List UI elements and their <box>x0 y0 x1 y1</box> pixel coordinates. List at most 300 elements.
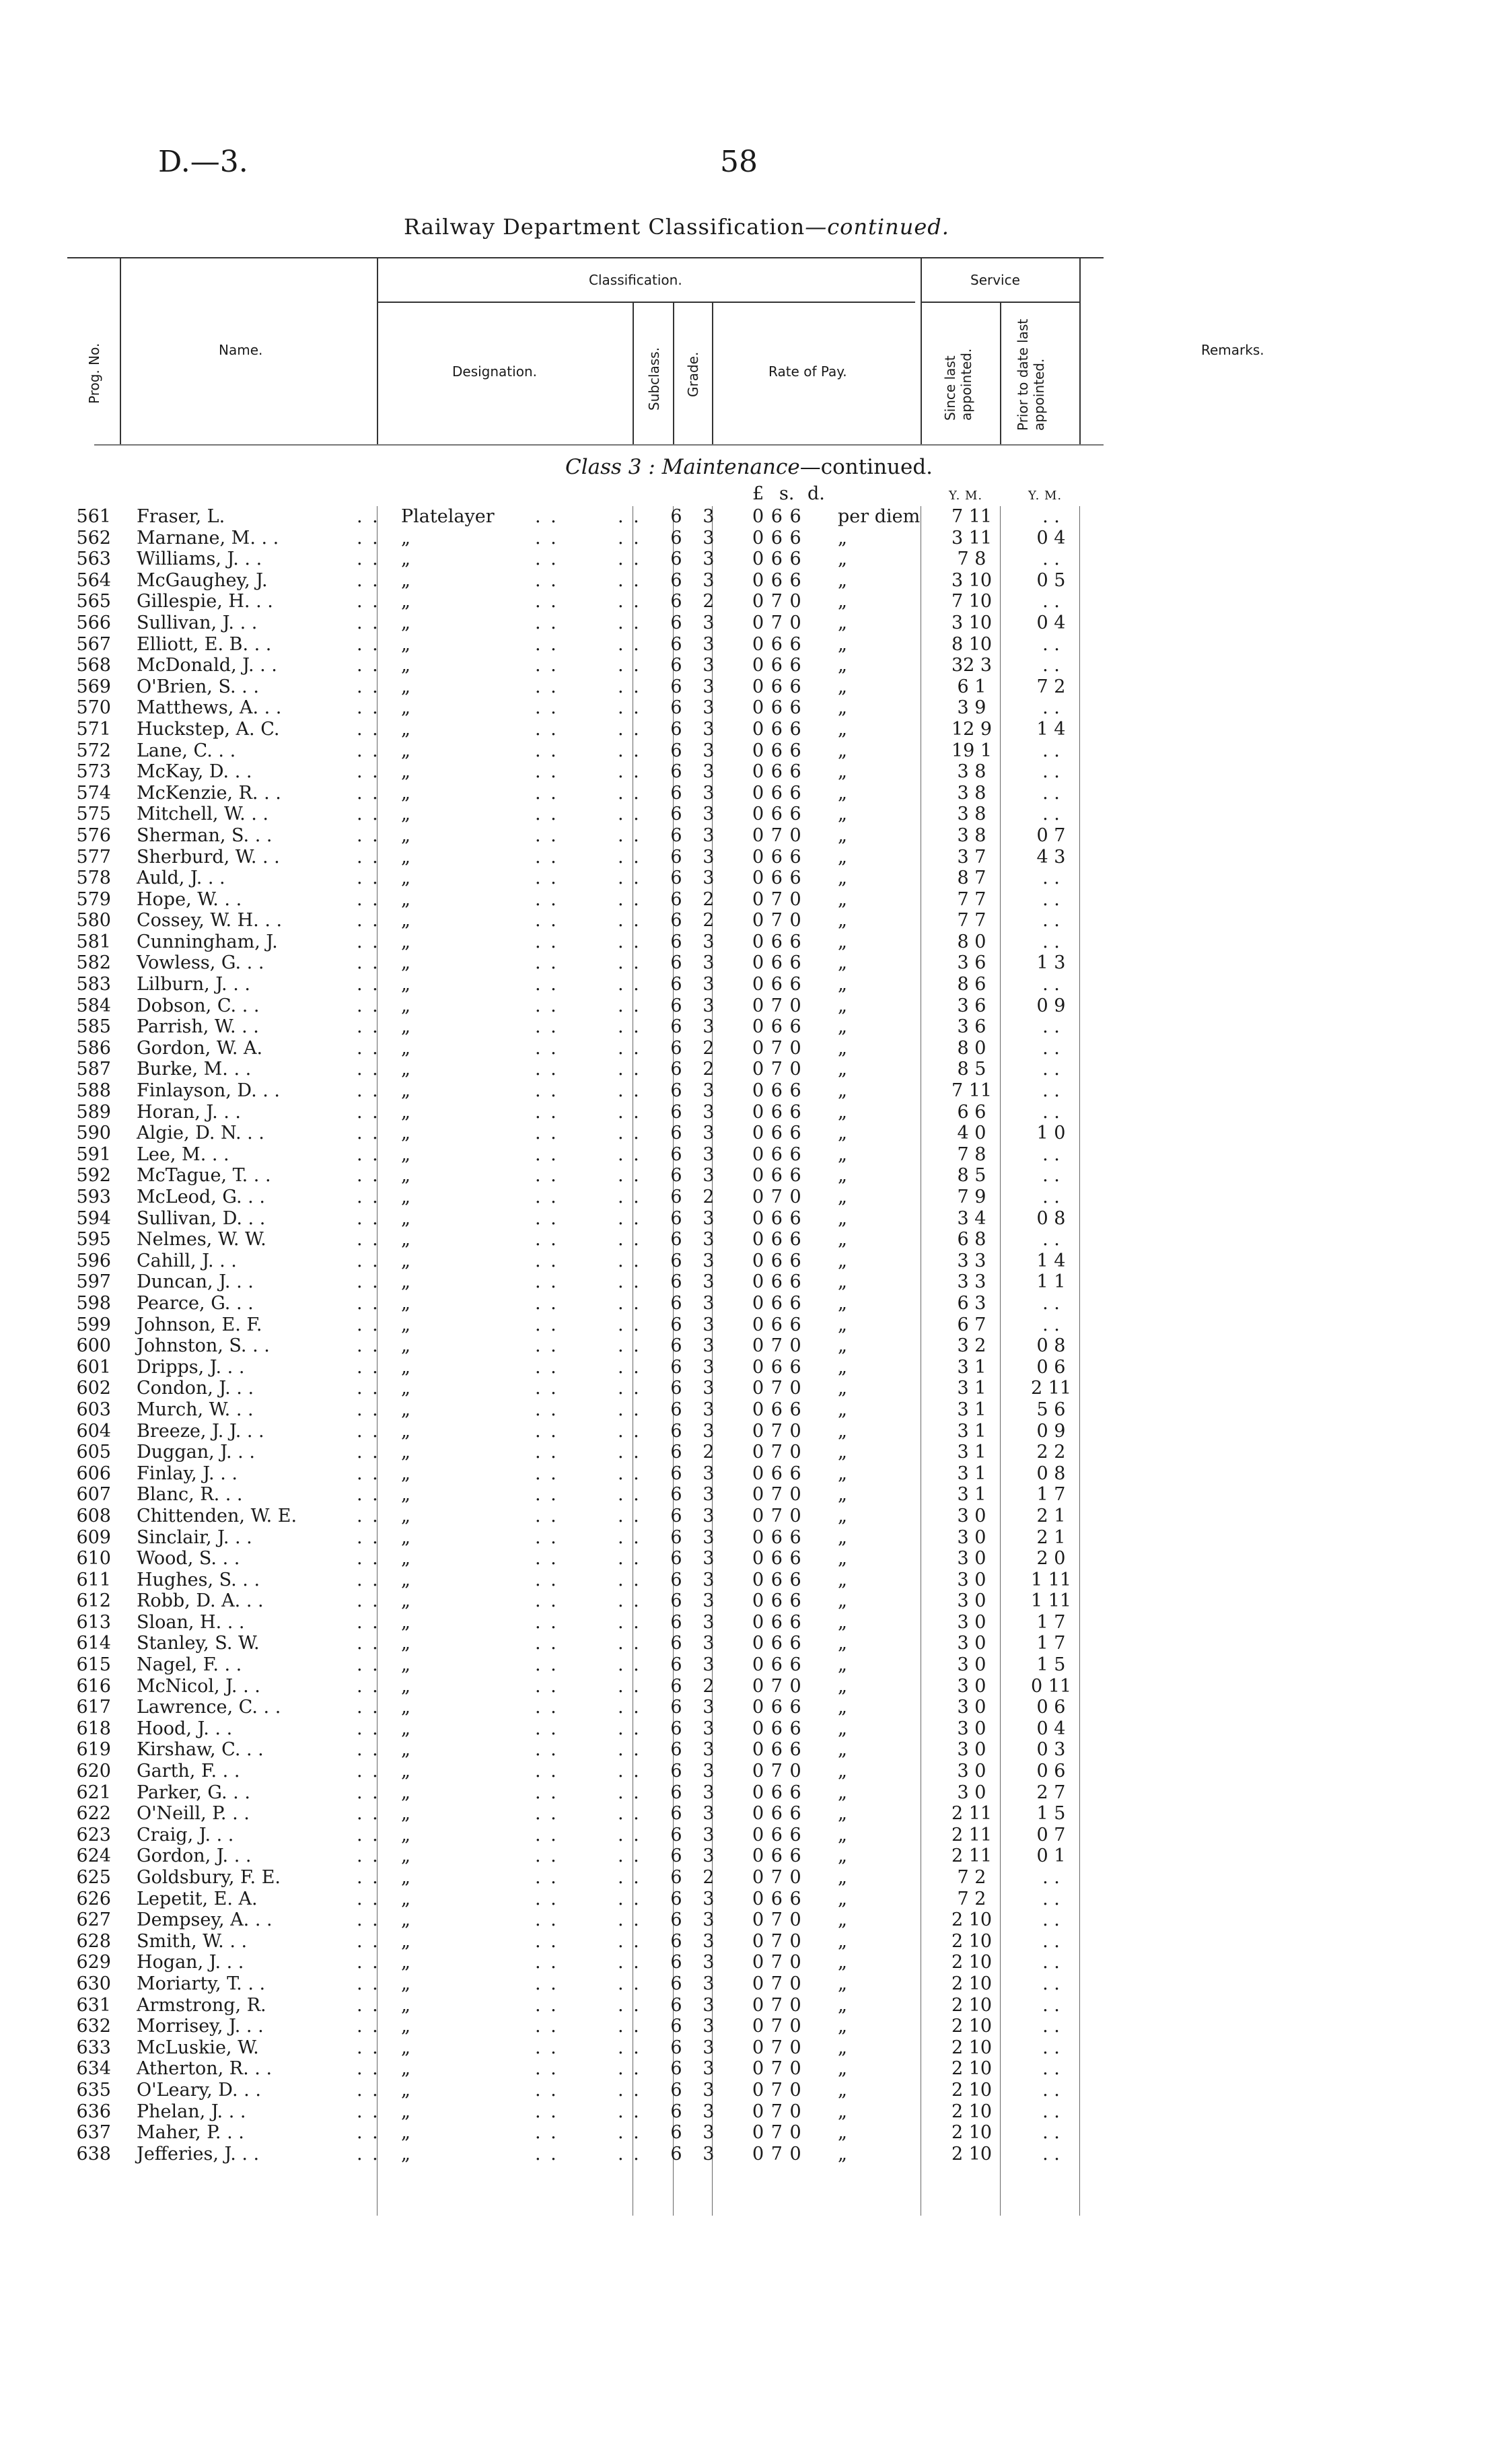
leader-dots: . . <box>535 1590 559 1612</box>
leader-dots: . . <box>618 1909 641 1931</box>
service-prior: . . <box>1042 633 1060 655</box>
leader-dots: . . <box>357 1675 380 1697</box>
subclass: 6 <box>670 2143 682 2164</box>
leader-dots: . . <box>535 1143 559 1165</box>
leader-dots: . . <box>357 1867 380 1888</box>
designation: „ <box>401 527 410 549</box>
leader-dots: . . <box>535 1314 559 1335</box>
leader-dots: . . <box>618 1845 641 1867</box>
service-since-last: 8 0 <box>957 931 986 952</box>
prog-no: 572 <box>76 740 111 761</box>
designation: „ <box>401 1335 410 1357</box>
table-row <box>0 2144 1510 2165</box>
leader-dots: . . <box>618 761 641 783</box>
rate-period: „ <box>838 740 847 761</box>
designation: „ <box>401 931 410 952</box>
leader-dots: . . <box>357 974 380 995</box>
subclass: 6 <box>670 1761 682 1782</box>
service-since-last: 3 10 <box>951 612 993 633</box>
subclass: 6 <box>670 697 682 719</box>
leader-dots: . . <box>535 633 559 655</box>
leader-dots: . . <box>357 1187 380 1207</box>
table-row <box>0 783 1510 804</box>
grade: 3 <box>703 1611 715 1633</box>
designation: „ <box>401 1697 410 1718</box>
employee-name: McKenzie, R. . . <box>137 782 281 804</box>
leader-dots: . . <box>535 527 559 549</box>
rate-of-pay: 0 7 0 <box>752 2037 802 2058</box>
rate-of-pay: 0 7 0 <box>752 1037 802 1059</box>
designation: „ <box>401 1314 410 1335</box>
designation: „ <box>401 1463 410 1484</box>
leader-dots: . . <box>618 676 641 697</box>
grade: 3 <box>703 761 715 783</box>
leader-dots: . . <box>357 1229 380 1251</box>
service-prior: 1 11 <box>1030 1569 1072 1590</box>
rate-period: „ <box>838 1803 847 1825</box>
leader-dots: . . <box>357 1718 380 1739</box>
table-row <box>0 825 1510 847</box>
rate-of-pay: 0 6 6 <box>752 1782 802 1803</box>
leader-dots: . . <box>357 1356 380 1378</box>
rate-of-pay: 0 7 0 <box>752 2101 802 2122</box>
rate-period: „ <box>838 1420 847 1442</box>
leader-dots: . . <box>618 824 641 846</box>
leader-dots: . . <box>535 2016 559 2037</box>
rate-period: „ <box>838 1526 847 1548</box>
prog-no: 620 <box>76 1761 111 1782</box>
prog-no: 631 <box>76 1994 111 2016</box>
leader-dots: . . <box>618 1059 641 1080</box>
rate-of-pay: 0 7 0 <box>752 1973 802 1994</box>
leader-dots: . . <box>357 1994 380 2016</box>
subclass: 6 <box>670 718 682 740</box>
subclass: 6 <box>670 506 682 527</box>
prog-no: 569 <box>76 676 111 697</box>
grade: 3 <box>703 1271 715 1293</box>
leader-dots: . . <box>618 633 641 655</box>
service-prior: 7 2 <box>1036 676 1066 697</box>
rate-of-pay: 0 7 0 <box>752 1442 802 1463</box>
employee-name: Sherman, S. . . <box>137 824 273 846</box>
table-row <box>0 761 1510 783</box>
table-row <box>0 1229 1510 1251</box>
table-row <box>0 2037 1510 2059</box>
grade: 3 <box>703 931 715 952</box>
leader-dots: . . <box>357 2122 380 2144</box>
table-row <box>0 1080 1510 1102</box>
rate-of-pay: 0 6 6 <box>752 527 802 549</box>
service-prior: 0 3 <box>1036 1739 1066 1761</box>
designation: „ <box>401 1420 410 1442</box>
leader-dots: . . <box>618 1952 641 1973</box>
leader-dots: . . <box>618 952 641 974</box>
service-since-last: 7 8 <box>957 1143 986 1165</box>
designation: „ <box>401 2058 410 2080</box>
service-prior: 0 6 <box>1036 1761 1066 1782</box>
table-row <box>0 549 1510 570</box>
prog-no: 591 <box>76 1143 111 1165</box>
leader-dots: . . <box>618 1548 641 1570</box>
table-row <box>0 1527 1510 1549</box>
leader-dots: . . <box>357 1207 380 1229</box>
employee-name: Hope, W. . . <box>137 888 242 910</box>
leader-dots: . . <box>618 1633 641 1654</box>
leader-dots: . . <box>618 2037 641 2058</box>
leader-dots: . . <box>535 506 559 527</box>
leader-dots: . . <box>357 931 380 952</box>
service-since-last: 3 0 <box>957 1718 986 1739</box>
header-since-last: Since last appointed. <box>942 348 974 421</box>
leader-dots: . . <box>357 1824 380 1845</box>
subclass: 6 <box>670 931 682 952</box>
rate-period: „ <box>838 1059 847 1080</box>
employee-name: McLuskie, W. <box>137 2037 259 2058</box>
table-row <box>0 1442 1510 1463</box>
table-row <box>0 612 1510 634</box>
service-since-last: 3 0 <box>957 1590 986 1612</box>
rate-of-pay: 0 6 6 <box>752 1143 802 1165</box>
grade: 3 <box>703 569 715 591</box>
grade: 3 <box>703 995 715 1016</box>
leader-dots: . . <box>618 1271 641 1293</box>
rate-of-pay: 0 7 0 <box>752 1952 802 1973</box>
grade: 3 <box>703 1143 715 1165</box>
leader-dots: . . <box>535 1824 559 1845</box>
rate-of-pay: 0 7 0 <box>752 1505 802 1526</box>
employee-name: Robb, D. A. . . <box>137 1590 264 1612</box>
rate-of-pay: 0 6 6 <box>752 1399 802 1420</box>
grade: 3 <box>703 1250 715 1271</box>
grade: 3 <box>703 824 715 846</box>
leader-dots: . . <box>618 1803 641 1825</box>
rate-of-pay: 0 6 6 <box>752 655 802 676</box>
grade: 3 <box>703 655 715 676</box>
table-row <box>0 1889 1510 1910</box>
service-prior: . . <box>1042 591 1060 612</box>
designation: „ <box>401 952 410 974</box>
designation: „ <box>401 868 410 889</box>
table-row <box>0 634 1510 656</box>
rate-of-pay: 0 6 6 <box>752 846 802 868</box>
prog-no: 629 <box>76 1952 111 1973</box>
employee-name: Blanc, R. . . <box>137 1484 243 1506</box>
leader-dots: . . <box>535 868 559 889</box>
employee-name: Craig, J. . . <box>137 1824 234 1845</box>
prog-no: 580 <box>76 910 111 931</box>
service-prior: 1 7 <box>1036 1484 1066 1506</box>
grade: 3 <box>703 868 715 889</box>
rate-of-pay: 0 6 6 <box>752 804 802 825</box>
grade: 3 <box>703 527 715 549</box>
service-prior: . . <box>1042 1229 1060 1251</box>
table-row <box>0 1463 1510 1485</box>
prog-no: 614 <box>76 1633 111 1654</box>
designation: „ <box>401 1548 410 1570</box>
service-since-last: 7 11 <box>951 506 993 527</box>
table-row <box>0 1931 1510 1952</box>
rate-of-pay: 0 6 6 <box>752 1718 802 1739</box>
subclass: 6 <box>670 549 682 570</box>
leader-dots: . . <box>618 1016 641 1038</box>
rate-of-pay: 0 7 0 <box>752 1484 802 1506</box>
table-row <box>0 1570 1510 1591</box>
rate-period: „ <box>838 1187 847 1207</box>
subclass: 6 <box>670 1143 682 1165</box>
leader-dots: . . <box>535 1292 559 1314</box>
rate-period: „ <box>838 846 847 868</box>
service-since-last: 3 1 <box>957 1378 986 1399</box>
rate-period: „ <box>838 1888 847 1909</box>
service-prior: . . <box>1042 2037 1060 2058</box>
grade: 3 <box>703 974 715 995</box>
table-row <box>0 1676 1510 1697</box>
service-since-last: 8 6 <box>957 974 986 995</box>
designation: „ <box>401 2122 410 2144</box>
employee-name: McNicol, J. . . <box>137 1675 260 1697</box>
leader-dots: . . <box>535 1187 559 1207</box>
employee-name: Lawrence, C. . . <box>137 1697 281 1718</box>
prog-no: 633 <box>76 2037 111 2058</box>
designation: „ <box>401 1207 410 1229</box>
rate-period: „ <box>838 1101 847 1123</box>
rate-period: „ <box>838 1442 847 1463</box>
leader-dots: . . <box>535 1356 559 1378</box>
leader-dots: . . <box>618 910 641 931</box>
rate-of-pay: 0 6 6 <box>752 1463 802 1484</box>
grade: 3 <box>703 1782 715 1803</box>
service-since-last: 2 11 <box>951 1824 993 1845</box>
leader-dots: . . <box>618 1761 641 1782</box>
leader-dots: . . <box>618 506 641 527</box>
leader-dots: . . <box>357 1101 380 1123</box>
rate-period: „ <box>838 1484 847 1506</box>
designation: „ <box>401 1292 410 1314</box>
service-prior: . . <box>1042 804 1060 825</box>
leader-dots: . . <box>357 697 380 719</box>
prog-no: 611 <box>76 1569 111 1590</box>
subclass: 6 <box>670 974 682 995</box>
service-since-last: 3 0 <box>957 1569 986 1590</box>
service-since-last: 3 6 <box>957 952 986 974</box>
leader-dots: . . <box>357 1505 380 1526</box>
leader-dots: . . <box>357 1463 380 1484</box>
grade: 3 <box>703 1016 715 1038</box>
service-prior: 5 6 <box>1036 1399 1066 1420</box>
col-divider-subclass <box>673 302 674 444</box>
leader-dots: . . <box>618 974 641 995</box>
prog-no: 601 <box>76 1356 111 1378</box>
leader-dots: . . <box>618 1782 641 1803</box>
service-since-last: 2 10 <box>951 1994 993 2016</box>
table-row <box>0 1378 1510 1399</box>
service-since-last: 3 6 <box>957 995 986 1016</box>
employee-name: Fraser, L. <box>137 506 225 527</box>
service-prior: . . <box>1042 1059 1060 1080</box>
service-prior: 1 3 <box>1036 952 1066 974</box>
leader-dots: . . <box>357 527 380 549</box>
employee-name: Jefferies, J. . . <box>137 2143 260 2164</box>
rate-period: „ <box>838 2101 847 2122</box>
leader-dots: . . <box>618 1973 641 1994</box>
grade: 3 <box>703 1952 715 1973</box>
service-prior: 0 9 <box>1036 995 1066 1016</box>
employee-name: Cunningham, J. <box>137 931 278 952</box>
designation: „ <box>401 1930 410 1952</box>
table-row <box>0 1144 1510 1166</box>
leader-dots: . . <box>357 1590 380 1612</box>
unit-shillings: s. <box>779 483 795 504</box>
designation: „ <box>401 2016 410 2037</box>
subclass: 6 <box>670 1803 682 1825</box>
designation: „ <box>401 2037 410 2058</box>
prog-no: 564 <box>76 569 111 591</box>
employee-name: McDonald, J. . . <box>137 655 277 676</box>
rate-period: „ <box>838 1718 847 1739</box>
employee-name: Hughes, S. . . <box>137 1569 260 1590</box>
prog-no: 568 <box>76 655 111 676</box>
rate-of-pay: 0 6 6 <box>752 1803 802 1825</box>
employee-name: Williams, J. . . <box>137 549 262 570</box>
designation: „ <box>401 718 410 740</box>
table-row <box>0 506 1510 528</box>
employee-name: McLeod, G. . . <box>137 1187 265 1207</box>
table-row <box>0 1909 1510 1931</box>
rate-of-pay: 0 6 6 <box>752 1207 802 1229</box>
employee-name: Dripps, J. . . <box>137 1356 245 1378</box>
rate-of-pay: 0 6 6 <box>752 718 802 740</box>
leader-dots: . . <box>357 1930 380 1952</box>
table-row <box>0 1952 1510 1973</box>
subclass: 6 <box>670 782 682 804</box>
service-prior: . . <box>1042 1952 1060 1973</box>
designation: „ <box>401 1250 410 1271</box>
subclass: 6 <box>670 1442 682 1463</box>
service-prior: 0 5 <box>1036 569 1066 591</box>
leader-dots: . . <box>618 1505 641 1526</box>
service-prior: 1 4 <box>1036 718 1066 740</box>
employee-name: O'Neill, P. . . <box>137 1803 250 1825</box>
prog-no: 628 <box>76 1930 111 1952</box>
rate-period: „ <box>838 1143 847 1165</box>
designation: „ <box>401 1101 410 1123</box>
grade: 2 <box>703 888 715 910</box>
leader-dots: . . <box>535 910 559 931</box>
service-prior: . . <box>1042 549 1060 570</box>
leader-dots: . . <box>357 868 380 889</box>
service-prior: . . <box>1042 888 1060 910</box>
rate-period: „ <box>838 782 847 804</box>
col-divider-grade <box>712 302 713 444</box>
rate-period: „ <box>838 1994 847 2016</box>
service-prior: . . <box>1042 2016 1060 2037</box>
prog-no: 570 <box>76 697 111 719</box>
service-prior: . . <box>1042 1314 1060 1335</box>
subclass: 6 <box>670 846 682 868</box>
service-prior: . . <box>1042 761 1060 783</box>
grade: 3 <box>703 1824 715 1845</box>
rate-of-pay: 0 7 0 <box>752 910 802 931</box>
designation: „ <box>401 1505 410 1526</box>
designation: „ <box>401 1782 410 1803</box>
service-since-last: 7 11 <box>951 1080 993 1102</box>
employee-name: Parrish, W. . . <box>137 1016 259 1038</box>
rate-period: „ <box>838 1207 847 1229</box>
service-since-last: 3 0 <box>957 1654 986 1676</box>
prog-no: 571 <box>76 718 111 740</box>
service-since-last: 3 0 <box>957 1675 986 1697</box>
designation: „ <box>401 1356 410 1378</box>
rate-period: „ <box>838 549 847 570</box>
prog-no: 605 <box>76 1442 111 1463</box>
service-prior: 2 1 <box>1036 1505 1066 1526</box>
leader-dots: . . <box>618 1675 641 1697</box>
table-row <box>0 1208 1510 1230</box>
service-prior: . . <box>1042 1909 1060 1931</box>
rate-period: „ <box>838 1356 847 1378</box>
employee-name: Maher, P. . . <box>137 2122 244 2144</box>
subclass: 6 <box>670 676 682 697</box>
rate-of-pay: 0 6 6 <box>752 1016 802 1038</box>
employee-name: Murch, W. . . <box>137 1399 254 1420</box>
leader-dots: . . <box>618 2143 641 2164</box>
prog-no: 595 <box>76 1229 111 1251</box>
service-prior: 0 9 <box>1036 1420 1066 1442</box>
leader-dots: . . <box>535 888 559 910</box>
grade: 3 <box>703 1123 715 1144</box>
employee-name: Lane, C. . . <box>137 740 236 761</box>
employee-name: Parker, G. . . <box>137 1782 250 1803</box>
rate-of-pay: 0 6 6 <box>752 1569 802 1590</box>
rate-period: „ <box>838 697 847 719</box>
grade: 3 <box>703 549 715 570</box>
grade: 2 <box>703 591 715 612</box>
rate-period: „ <box>838 1016 847 1038</box>
subclass: 6 <box>670 633 682 655</box>
employee-name: McTague, T. . . <box>137 1165 271 1187</box>
prog-no: 602 <box>76 1378 111 1399</box>
subclass: 6 <box>670 1888 682 1909</box>
subclass: 6 <box>670 1484 682 1506</box>
designation: „ <box>401 1399 410 1420</box>
rate-period: „ <box>838 888 847 910</box>
leader-dots: . . <box>535 1697 559 1718</box>
rate-of-pay: 0 7 0 <box>752 1994 802 2016</box>
service-prior: 0 4 <box>1036 612 1066 633</box>
col-divider-designation <box>633 302 634 444</box>
grade: 3 <box>703 1526 715 1548</box>
employee-name: Sullivan, D. . . <box>137 1207 266 1229</box>
rate-period: per diem <box>838 506 921 527</box>
table-row <box>0 2058 1510 2080</box>
service-since-last: 2 11 <box>951 1845 993 1867</box>
employee-name: Johnson, E. F. <box>137 1314 262 1335</box>
subclass: 6 <box>670 1590 682 1612</box>
subclass: 6 <box>670 1207 682 1229</box>
subclass: 6 <box>670 1909 682 1931</box>
leader-dots: . . <box>357 1909 380 1931</box>
grade: 3 <box>703 1718 715 1739</box>
leader-dots: . . <box>535 591 559 612</box>
rate-period: „ <box>838 1378 847 1399</box>
leader-dots: . . <box>357 2058 380 2080</box>
service-since-last: 3 3 <box>957 1271 986 1293</box>
leader-dots: . . <box>357 1016 380 1038</box>
designation: „ <box>401 633 410 655</box>
designation: „ <box>401 569 410 591</box>
rate-period: „ <box>838 974 847 995</box>
rate-of-pay: 0 6 6 <box>752 761 802 783</box>
